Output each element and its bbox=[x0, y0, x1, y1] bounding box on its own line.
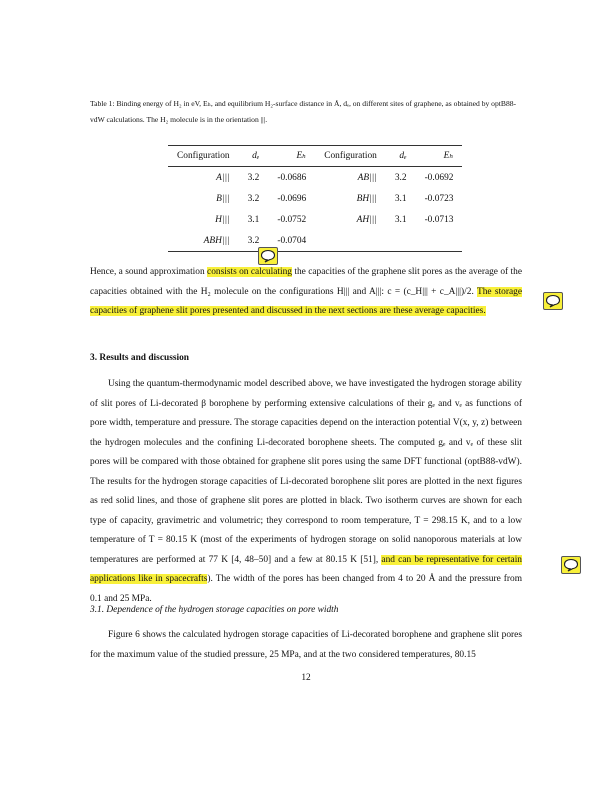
table-cell: BH||| bbox=[356, 193, 377, 204]
table-cell: -0.0752 bbox=[277, 214, 307, 225]
table-cell bbox=[386, 230, 416, 252]
highlighted-text[interactable]: The storage capacities of graphene slit pores presented and discussed in the next sections are these average capacities. bbox=[90, 286, 522, 316]
comment-note-icon[interactable] bbox=[543, 292, 563, 310]
paragraph-text: Hence, a sound approximation bbox=[90, 267, 208, 277]
page-number: 12 bbox=[301, 673, 311, 683]
highlighted-text[interactable]: consists on calculating bbox=[207, 267, 292, 277]
table-cell: 3.2 bbox=[247, 193, 260, 204]
section-heading: 3. Results and discussion bbox=[90, 353, 189, 363]
table-cell: 3.2 bbox=[394, 172, 407, 183]
header-eb: Eₕ bbox=[416, 146, 463, 167]
table-row bbox=[168, 188, 462, 209]
table-caption: Table 1: Binding energy of H₂ in eV, Eₕ, and equilibrium H₂-surface distance in Å, dₑ, on different sites of graphene, as obtained by optB88-vdW calculations. The H₂ molecule is in the orientation |||. bbox=[90, 99, 517, 124]
table-cell: 3.2 bbox=[239, 230, 269, 252]
results-paragraph bbox=[90, 375, 522, 609]
table-cell: -0.0723 bbox=[424, 193, 454, 204]
subsection-heading: 3.1. Dependence of the hydrogen storage capacities on pore width bbox=[90, 605, 339, 615]
table-cell: AB||| bbox=[357, 172, 377, 183]
table-row bbox=[168, 167, 462, 189]
highlighted-text[interactable]: and can be representative for certain applications like in spacecrafts bbox=[90, 554, 522, 584]
table-cell: H||| bbox=[215, 214, 230, 225]
table-cell: -0.0713 bbox=[424, 214, 454, 225]
table-cell: 3.1 bbox=[394, 193, 407, 204]
table-cell: -0.0704 bbox=[268, 230, 315, 252]
table-cell: AH||| bbox=[356, 214, 377, 225]
table-cell: B||| bbox=[216, 193, 230, 204]
paragraph-text: Figure 6 shows the calculated hydrogen storage capacities of Li-decorated borophene and graphene slit pores for the maximum value of the studied pressure, 25 MPa, and at the two considered temperatures, 80.15 bbox=[90, 630, 522, 660]
header-de: dₑ bbox=[239, 146, 269, 167]
table-cell bbox=[315, 230, 386, 252]
table-cell: -0.0696 bbox=[277, 193, 307, 204]
table-cell: 3.2 bbox=[247, 172, 260, 183]
header-configuration: Configuration bbox=[168, 146, 239, 167]
table-cell: ABH||| bbox=[168, 230, 239, 252]
table-cell: A||| bbox=[216, 172, 230, 183]
table-row bbox=[168, 209, 462, 230]
table-cell: 3.1 bbox=[394, 214, 407, 225]
table-cell: -0.0692 bbox=[424, 172, 454, 183]
paragraph-text: the capacities of the graphene slit pores as the average of the capacities obtained with the H₂ molecule on the configurations H||| and A|||: c = (c_H||| + c_A|||)/2. bbox=[90, 267, 522, 297]
table-cell: 3.1 bbox=[247, 214, 260, 225]
table-cell bbox=[416, 230, 463, 252]
table-row bbox=[168, 230, 462, 252]
figure6-paragraph bbox=[90, 626, 522, 665]
paragraph-text: Using the quantum-thermodynamic model described above, we have investigated the hydrogen storage ability of slit pores of Li-decorated β borophene by performing extensive calculations of their gₑ and vₑ as functions of pore width, temperature and pressure. The storage capacities depend on the interaction potential V(x, y, z) between the hydrogen molecules and the confining Li-decorated borophene sheets. The computed gₑ and vₑ of these slit pores will be compared with those obtained for graphene slit pores using the same DFT functional (optB88-vdW). The results for the hydrogen storage capacities of Li-decorated borophene slit pores are plotted in the next figures as red solid lines, and those of graphene slit pores are plotted in black. Two isotherm curves are shown for each type of capacity, gravimetric and volumetric; they correspond to room temperature, T = 298.15 K, and to a low temperature of T = 80.15 K (most of the experiments of hydrogen storage on solid nanoporous materials at low temperatures are performed at 77 K [4, 48–50] and a few at 80.15 K [51], bbox=[90, 379, 522, 565]
approximation-paragraph bbox=[90, 263, 522, 322]
header-eb: Eₕ bbox=[268, 146, 315, 167]
table-header-row bbox=[168, 146, 462, 167]
paragraph-text: ). The width of the pores has been changed from 4 to 20 Å and the pressure from 0.1 and 25 MPa. bbox=[90, 574, 522, 604]
comment-note-icon[interactable] bbox=[561, 556, 581, 574]
binding-energy-table bbox=[168, 145, 462, 252]
table-cell: -0.0686 bbox=[277, 172, 307, 183]
header-configuration: Configuration bbox=[315, 146, 386, 167]
header-de: dₑ bbox=[386, 146, 416, 167]
